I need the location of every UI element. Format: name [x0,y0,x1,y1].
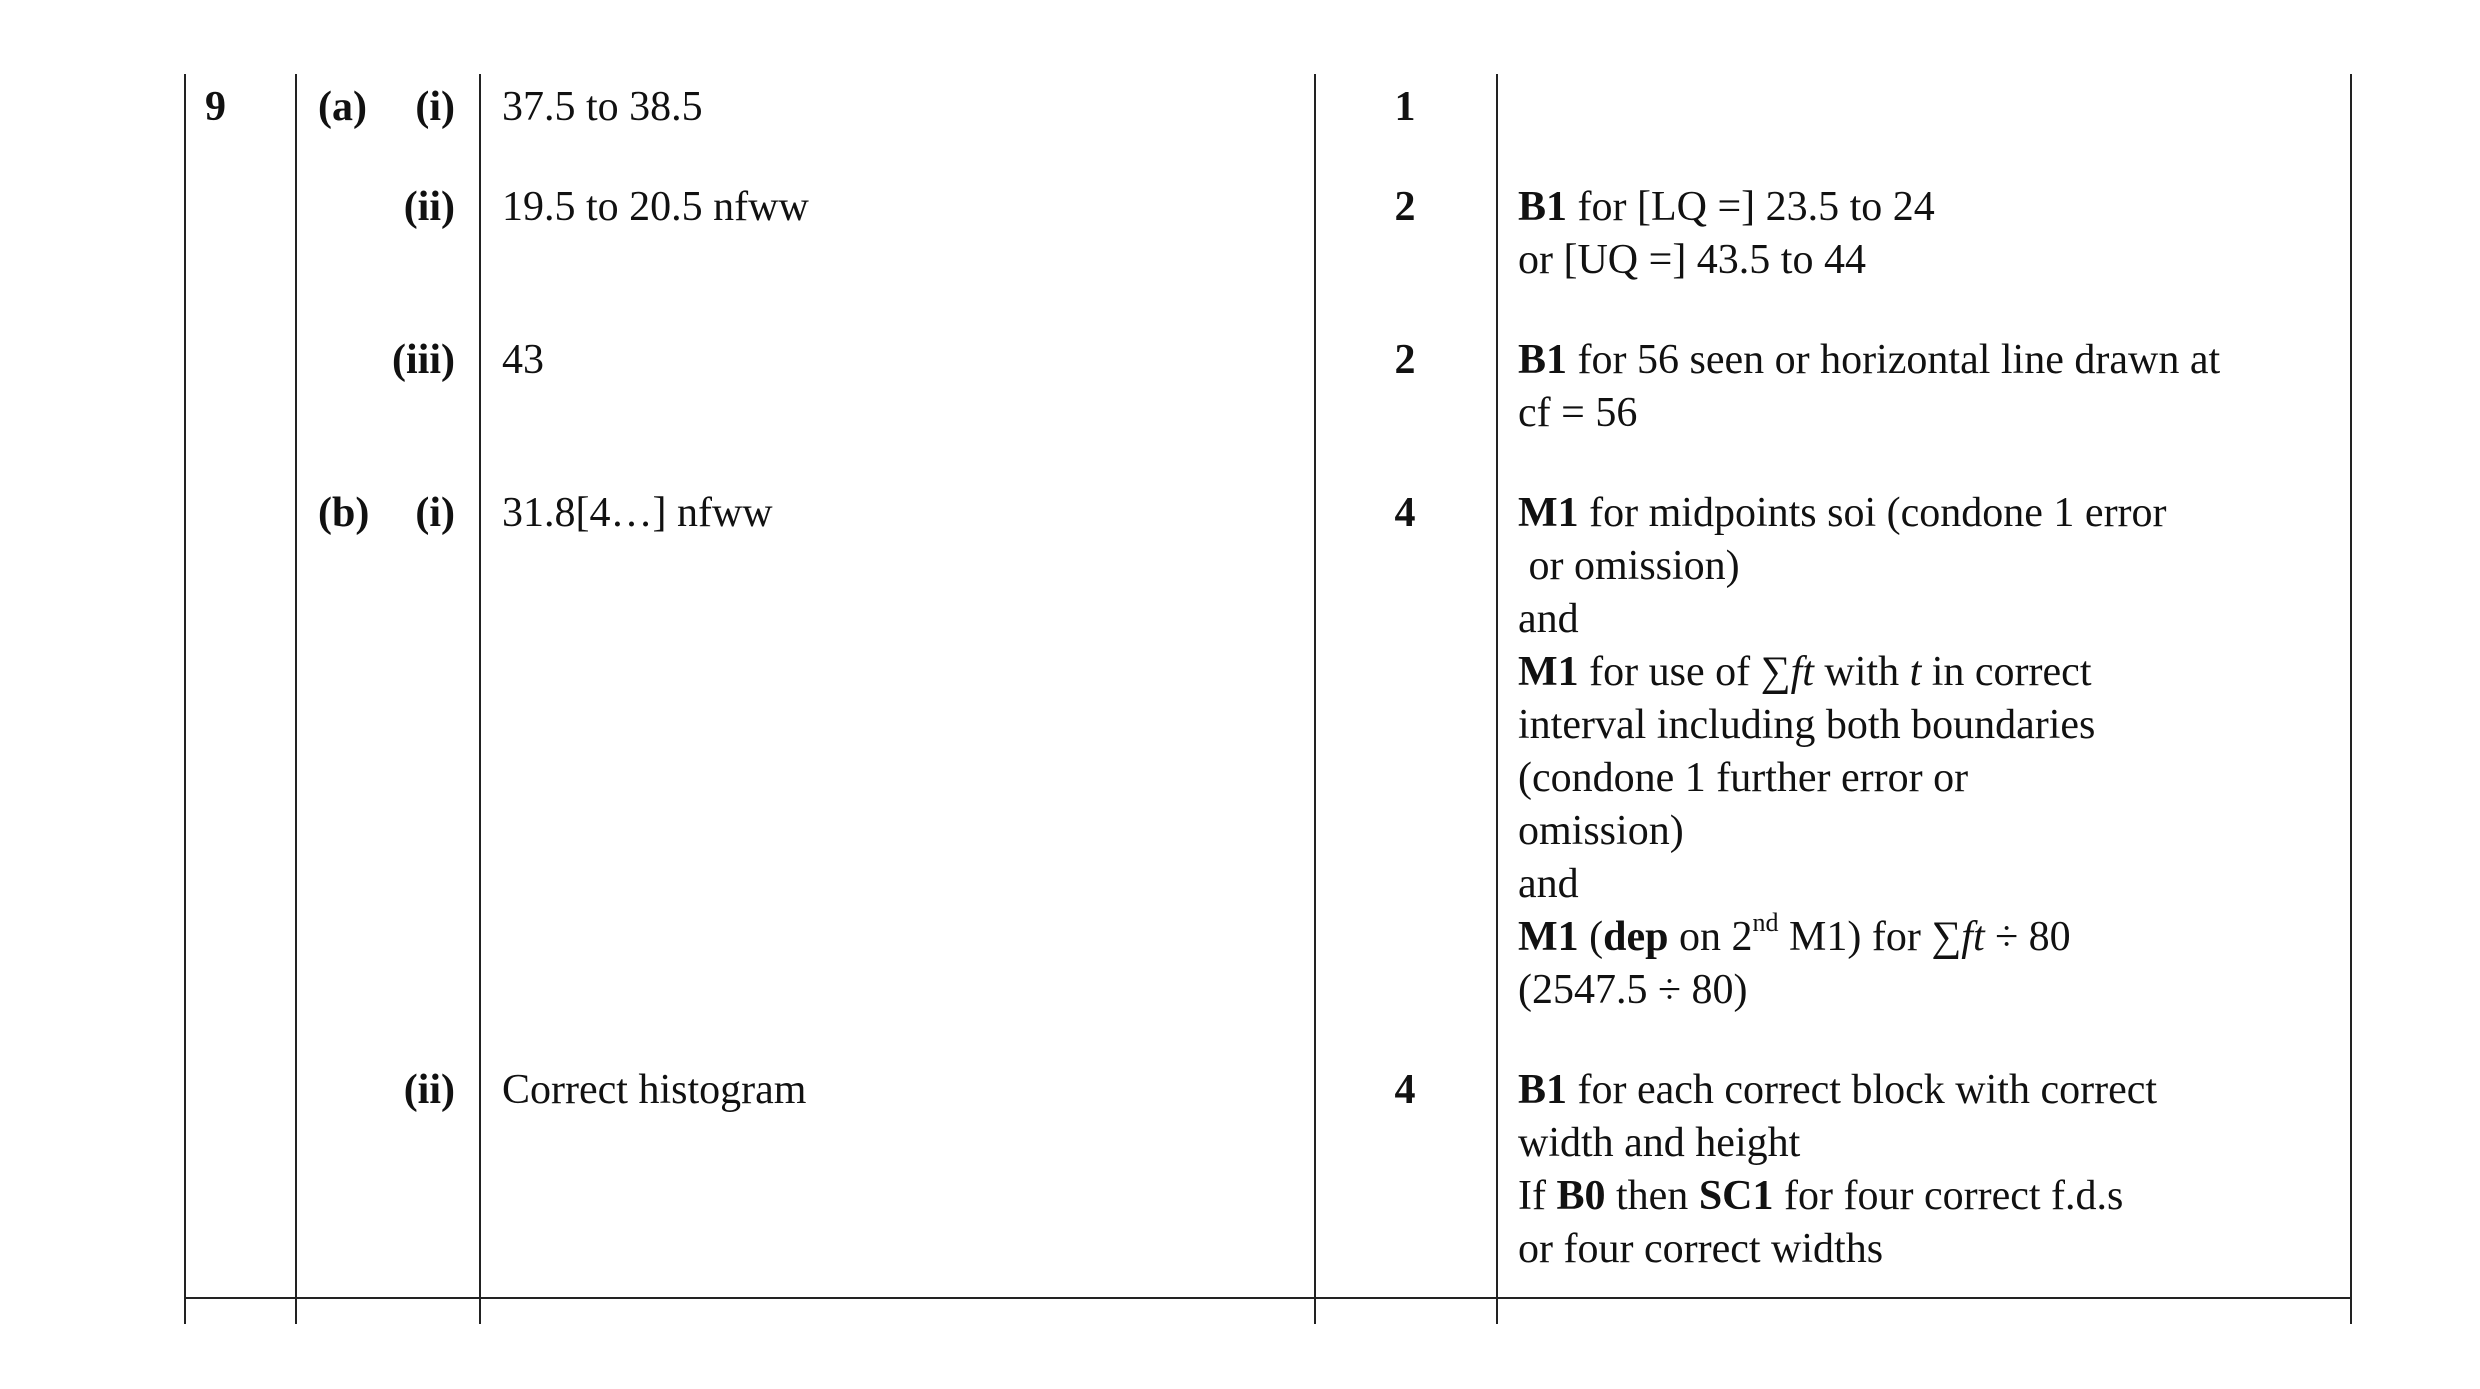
guidance-line: M1 (dep on 2nd M1) for ∑ft ÷ 80 [1518,908,2071,960]
guidance-line: (2547.5 ÷ 80) [1518,967,1748,1013]
mark-code: M1 [1518,649,1579,695]
mark-cell: 1 [1394,84,1416,130]
guidance-line: B1 for [LQ =] 23.5 to 24 [1518,184,1935,230]
mark-code: B1 [1518,1067,1568,1113]
mark-code: M1 [1518,490,1579,536]
guidance-line: cf = 56 [1518,390,1638,436]
guidance-line: omission) [1518,808,1684,854]
subpart-label: (ii) [403,1067,455,1113]
question-number: 9 [205,84,226,130]
guidance-line: or omission) [1518,543,1740,589]
variable-ft: ft [1790,649,1814,695]
guidance-line: or four correct widths [1518,1226,1884,1272]
ordinal-suffix: nd [1752,908,1779,937]
column-divider-marks [1496,74,1498,1324]
variable-ft: ft [1961,914,1985,960]
subpart-label: (iii) [392,337,455,383]
guidance-line: and [1518,596,1579,642]
table-border-left [184,74,186,1324]
mark-cell: 4 [1394,1067,1416,1113]
guidance-line: B1 for 56 seen or horizontal line drawn at [1518,337,2221,383]
mark-cell: 2 [1394,184,1416,230]
mark-code: B1 [1518,184,1568,230]
guidance-line: If B0 then SC1 for four correct f.d.s [1518,1173,2124,1219]
variable-t: t [1909,649,1922,695]
subpart-label: (ii) [403,184,455,230]
answer-cell: 31.8[4…] nfww [502,490,773,536]
ordinal-number: 2 [1731,914,1753,960]
guidance-line: B1 for each correct block with correct [1518,1067,2158,1113]
part-label: (a) [318,84,367,130]
guidance-line: (condone 1 further error or [1518,755,1969,801]
guidance-line: or [UQ =] 43.5 to 44 [1518,237,1866,283]
column-divider-answer [1314,74,1316,1324]
table-border-right [2350,74,2352,1324]
guidance-line: width and height [1518,1120,1801,1166]
part-label: (b) [318,490,370,536]
subpart-label: (i) [415,490,455,536]
answer-cell: 37.5 to 38.5 [502,84,703,130]
table-bottom-border [184,1297,2352,1299]
answer-cell: 43 [502,337,544,383]
mark-code: SC1 [1698,1173,1774,1219]
answer-cell: 19.5 to 20.5 nfww [502,184,809,230]
mark-cell: 4 [1394,490,1416,536]
sum-symbol: ∑ [1931,914,1962,960]
guidance-line: interval including both boundaries [1518,702,2096,748]
mark-code: B1 [1518,337,1568,383]
mark-cell: 2 [1394,337,1416,383]
mark-code: B0 [1556,1173,1606,1219]
column-divider-question [295,74,297,1324]
answer-cell: Correct histogram [502,1067,807,1113]
guidance-line: M1 for midpoints soi (condone 1 error [1518,490,2167,536]
mark-code: M1 [1518,914,1579,960]
subpart-label: (i) [415,84,455,130]
guidance-line: M1 for use of ∑ft with t in correct [1518,649,2092,695]
guidance-line: and [1518,861,1579,907]
column-divider-part [479,74,481,1324]
dependency-label: dep [1603,914,1669,960]
sum-symbol: ∑ [1760,649,1791,695]
